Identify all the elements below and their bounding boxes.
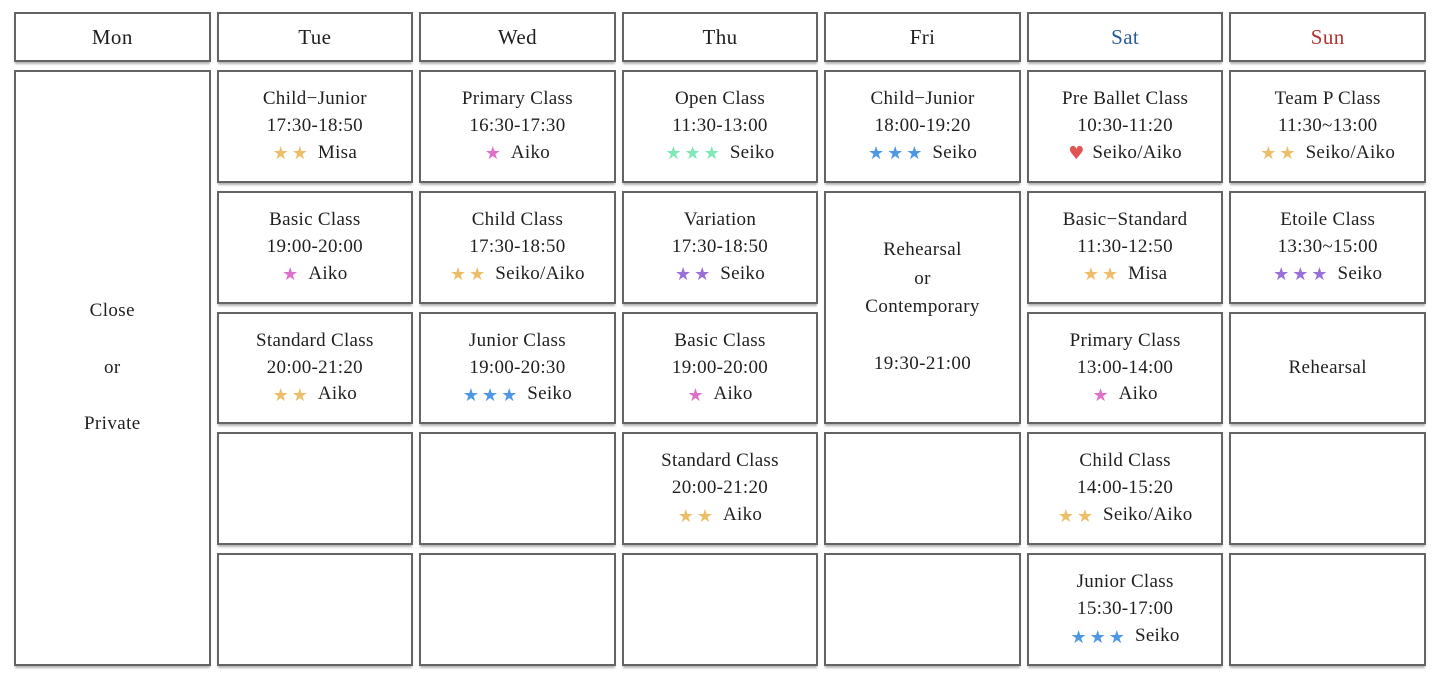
star-icon: ★★★: [867, 143, 926, 165]
day-label: Thu: [702, 24, 738, 49]
star-icon: ★★: [674, 264, 714, 286]
teacher-row: [1071, 623, 1180, 650]
day-label: Sun: [1310, 24, 1345, 49]
teacher-row: [1058, 502, 1193, 529]
class-title: Primary Class: [461, 87, 573, 109]
class-cell: [622, 312, 819, 425]
day-label: Sat: [1111, 24, 1140, 49]
class-title: Child−Junior: [262, 87, 367, 109]
day-header-sat: [1027, 12, 1224, 62]
teacher-row: [1083, 261, 1167, 288]
teacher-row: [485, 140, 550, 167]
class-cell: [1027, 191, 1224, 304]
teacher-name: Aiko: [510, 141, 551, 163]
teacher-name: Seiko: [1134, 625, 1180, 647]
teacher-name: Aiko: [723, 504, 763, 526]
note-cell: [14, 70, 211, 666]
day-label: Fri: [909, 24, 936, 49]
teacher-name: Aiko: [308, 262, 348, 284]
class-time: 10:30-11:20: [1077, 114, 1173, 136]
class-time: 14:00-15:20: [1077, 477, 1174, 499]
class-time: 17:30-18:50: [469, 235, 566, 257]
class-cell: [622, 432, 819, 545]
class-cell: [1027, 432, 1224, 545]
note-cell: [824, 191, 1021, 425]
star-icon: ★★: [272, 143, 311, 165]
teacher-name: Seiko: [932, 141, 978, 163]
star-icon: ★★: [450, 264, 489, 286]
class-cell: [824, 70, 1021, 183]
teacher-row: [1273, 261, 1382, 288]
note-line: Private: [83, 413, 141, 435]
note-line: Contemporary: [865, 296, 980, 318]
star-icon: ★★: [677, 505, 717, 527]
day-header-tue: [217, 12, 414, 62]
star-icon: ★: [282, 264, 302, 286]
note-line: or: [103, 356, 121, 378]
class-cell: [419, 191, 616, 304]
teacher-name: Seiko: [527, 383, 573, 405]
class-time: 17:30-18:50: [671, 235, 769, 257]
note-line: 19:30-21:00: [873, 353, 972, 375]
teacher-name: Aiko: [713, 383, 753, 405]
class-time: 11:30-13:00: [672, 114, 768, 136]
class-title: Primary Class: [1069, 329, 1181, 351]
note-line: Close: [89, 300, 135, 322]
class-title: Standard Class: [661, 450, 779, 472]
class-title: Etoile Class: [1280, 208, 1376, 230]
empty-slot: [419, 432, 616, 545]
day-header-thu: [622, 12, 819, 62]
note-line: or: [914, 267, 931, 289]
star-icon: ★★: [1082, 264, 1122, 286]
teacher-name: Seiko: [729, 141, 775, 163]
class-cell: [419, 70, 616, 183]
class-time: 11:30~13:00: [1277, 114, 1378, 136]
class-time: 20:00-21:20: [266, 356, 363, 378]
class-time: 17:30-18:50: [266, 114, 363, 136]
teacher-row: [1260, 140, 1395, 167]
class-title: Basic−Standard: [1062, 208, 1188, 230]
note-line: Rehearsal: [883, 239, 962, 261]
teacher-row: [1068, 140, 1182, 167]
class-time: 15:30-17:00: [1077, 598, 1174, 620]
class-title: Junior Class: [468, 329, 566, 351]
teacher-row: [1092, 381, 1157, 408]
teacher-name: Aiko: [317, 383, 358, 405]
star-icon: ★: [484, 143, 504, 165]
empty-slot: [824, 553, 1021, 666]
teacher-name: Seiko/Aiko: [1102, 504, 1193, 526]
class-time: 18:00-19:20: [874, 114, 971, 136]
star-icon: ★★★: [1273, 264, 1331, 286]
class-cell: [217, 191, 414, 304]
day-label: Wed: [497, 24, 537, 49]
teacher-row: [273, 381, 357, 408]
class-time: 19:00-20:00: [671, 356, 769, 378]
day-header-mon: [14, 12, 211, 62]
star-icon: ★★★: [1070, 626, 1128, 648]
teacher-row: [665, 140, 774, 167]
class-title: Child Class: [1079, 450, 1171, 472]
teacher-name: Seiko/Aiko: [1092, 141, 1182, 163]
teacher-name: Seiko: [1337, 262, 1383, 284]
teacher-row: [675, 261, 765, 288]
star-icon: ★★: [1260, 143, 1299, 165]
heart-icon: ♥: [1068, 143, 1085, 165]
class-title: Child−Junior: [870, 87, 975, 109]
class-title: Standard Class: [256, 329, 374, 351]
class-cell: [419, 312, 616, 425]
empty-slot: [217, 553, 414, 666]
empty-slot: [824, 432, 1021, 545]
day-header-sun: [1229, 12, 1426, 62]
teacher-row: [450, 261, 585, 288]
class-time: 16:30-17:30: [469, 114, 566, 136]
class-cell: [622, 70, 819, 183]
class-title: Junior Class: [1076, 571, 1174, 593]
class-time: 19:00-20:30: [469, 356, 566, 378]
class-time: 13:00-14:00: [1077, 356, 1174, 378]
class-title: Variation: [683, 208, 757, 230]
class-time: 13:30~15:00: [1277, 235, 1378, 257]
class-cell: [1229, 70, 1426, 183]
class-cell: [1027, 312, 1224, 425]
teacher-name: Seiko/Aiko: [1305, 141, 1396, 163]
teacher-name: Misa: [1128, 262, 1168, 284]
day-label: Tue: [298, 24, 332, 49]
empty-slot: [622, 553, 819, 666]
day-header-wed: [419, 12, 616, 62]
star-icon: ★: [687, 384, 707, 406]
class-time: 19:00-20:00: [266, 235, 363, 257]
day-header-fri: [824, 12, 1021, 62]
teacher-row: [273, 140, 357, 167]
teacher-row: [463, 381, 572, 408]
teacher-name: Seiko: [720, 262, 766, 284]
teacher-name: Seiko/Aiko: [495, 262, 585, 284]
empty-slot: [1229, 432, 1426, 545]
teacher-name: Aiko: [1118, 383, 1158, 405]
class-title: Basic Class: [269, 208, 361, 230]
class-cell: [217, 70, 414, 183]
class-title: Basic Class: [674, 329, 766, 351]
teacher-row: [678, 502, 762, 529]
class-title: Child Class: [471, 208, 564, 230]
teacher-row: [282, 261, 347, 288]
class-cell: [217, 312, 414, 425]
class-cell: [1027, 553, 1224, 666]
class-cell: [1229, 191, 1426, 304]
star-icon: ★★★: [462, 384, 521, 406]
class-time: 11:30-12:50: [1077, 235, 1173, 257]
note-cell: [1229, 312, 1426, 425]
note-line: Rehearsal: [1288, 356, 1367, 378]
class-time: 20:00-21:20: [671, 477, 769, 499]
class-title: Team P Class: [1274, 87, 1381, 109]
class-title: Pre Ballet Class: [1062, 87, 1189, 109]
star-icon: ★: [1092, 384, 1112, 406]
star-icon: ★★: [1057, 505, 1096, 527]
empty-slot: [1229, 553, 1426, 666]
empty-slot: [419, 553, 616, 666]
teacher-row: [868, 140, 977, 167]
empty-slot: [217, 432, 414, 545]
class-cell: [1027, 70, 1224, 183]
class-title: Open Class: [674, 87, 766, 109]
teacher-name: Misa: [317, 141, 358, 163]
class-cell: [622, 191, 819, 304]
star-icon: ★★: [272, 384, 311, 406]
day-label: Mon: [91, 24, 133, 49]
teacher-row: [687, 381, 752, 408]
star-icon: ★★★: [665, 143, 723, 165]
